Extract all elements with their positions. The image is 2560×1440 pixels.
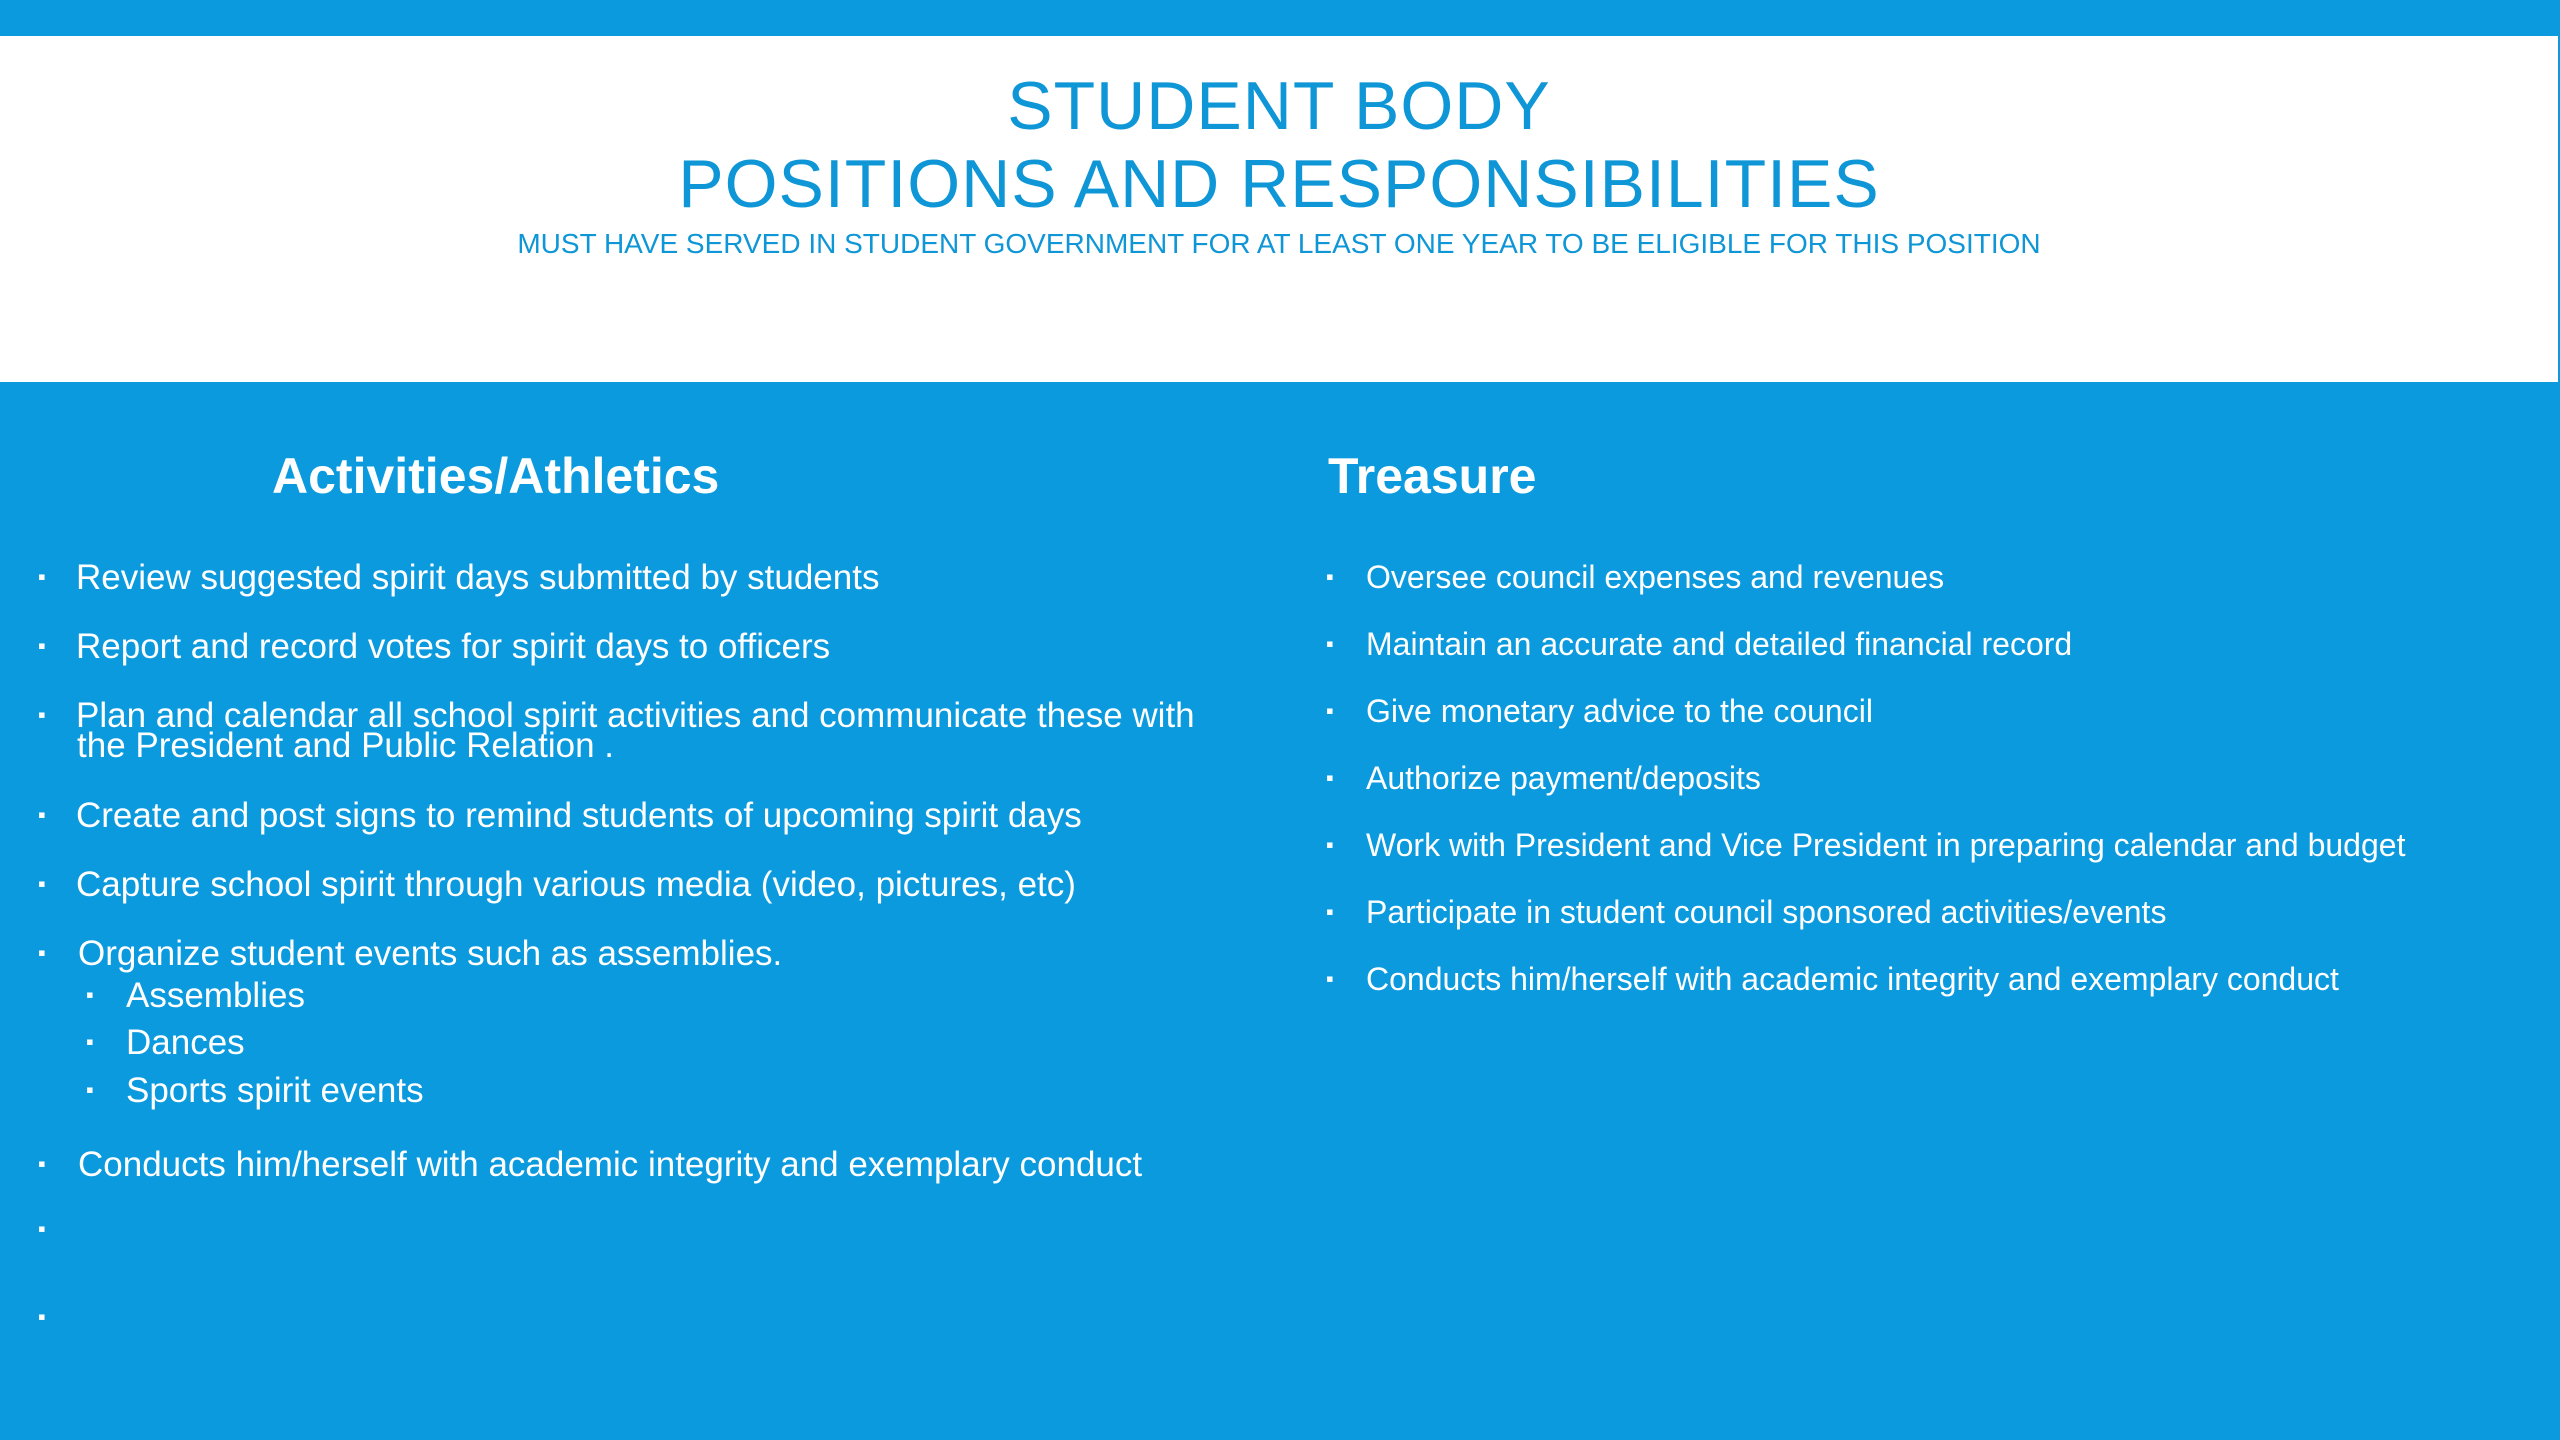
bullet-icon: ▪: [38, 940, 46, 965]
left-list-item: Plan and calendar all school spirit activities and communicate these with: [76, 696, 1195, 735]
left-list-item: Create and post signs to remind students of upcoming spirit days: [76, 796, 1082, 835]
activities-athletics-heading: Activities/Athletics: [272, 448, 720, 504]
empty-bullet-icon: ▪: [38, 1304, 46, 1329]
bullet-icon: ▪: [1326, 631, 1334, 656]
right-list-item: Authorize payment/deposits: [1366, 760, 1761, 796]
left-list-item: Capture school spirit through various media (video, pictures, etc): [76, 865, 1076, 904]
bullet-icon: ▪: [1326, 564, 1334, 589]
slide-subtitle: MUST HAVE SERVED IN STUDENT GOVERNMENT FOR AT LEAST ONE YEAR TO BE ELIGIBLE FOR THIS POSITION: [517, 228, 2041, 259]
left-sub-item: Dances: [126, 1023, 245, 1062]
bullet-icon: ▪: [1326, 832, 1334, 857]
right-list-item: Give monetary advice to the council: [1366, 693, 1873, 729]
bullet-icon: ▪: [1326, 899, 1334, 924]
right-list-item: Maintain an accurate and detailed financial record: [1366, 626, 2073, 662]
right-list-item: Conducts him/herself with academic integrity and exemplary conduct: [1366, 961, 2339, 997]
bullet-icon: ▪: [38, 633, 46, 658]
treasure-heading: Treasure: [1328, 448, 1537, 504]
bullet-icon: ▪: [1326, 966, 1334, 991]
bullet-icon: ▪: [1326, 698, 1334, 723]
sub-bullet-icon: ▪: [86, 1029, 94, 1054]
bullet-icon: ▪: [38, 1151, 46, 1176]
left-list-item-continuation: the President and Public Relation .: [77, 726, 614, 765]
bullet-icon: ▪: [38, 564, 46, 589]
slide-title-line-1: STUDENT BODY: [1007, 68, 1551, 144]
left-list-item: Organize student events such as assemblies.: [78, 934, 783, 973]
bullet-icon: ▪: [1326, 765, 1334, 790]
left-list-item: Conducts him/herself with academic integrity and exemplary conduct: [78, 1145, 1143, 1184]
bullet-icon: ▪: [38, 871, 46, 896]
left-sub-item: Sports spirit events: [126, 1071, 424, 1110]
right-list-item: Oversee council expenses and revenues: [1366, 559, 1945, 595]
left-sub-item: Assemblies: [126, 976, 305, 1015]
sub-bullet-icon: ▪: [86, 1077, 94, 1102]
right-list-item: Participate in student council sponsored activities/events: [1366, 894, 2167, 930]
left-list-item: Report and record votes for spirit days to officers: [76, 627, 831, 666]
bullet-icon: ▪: [38, 802, 46, 827]
slide-title-line-2: POSITIONS AND RESPONSIBILITIES: [678, 146, 1880, 222]
bullet-icon: ▪: [38, 702, 46, 727]
left-list-item: Review suggested spirit days submitted by students: [76, 558, 880, 597]
right-list-item: Work with President and Vice President in preparing calendar and budget: [1366, 827, 2406, 863]
sub-bullet-icon: ▪: [86, 982, 94, 1007]
empty-bullet-icon: ▪: [38, 1216, 46, 1241]
